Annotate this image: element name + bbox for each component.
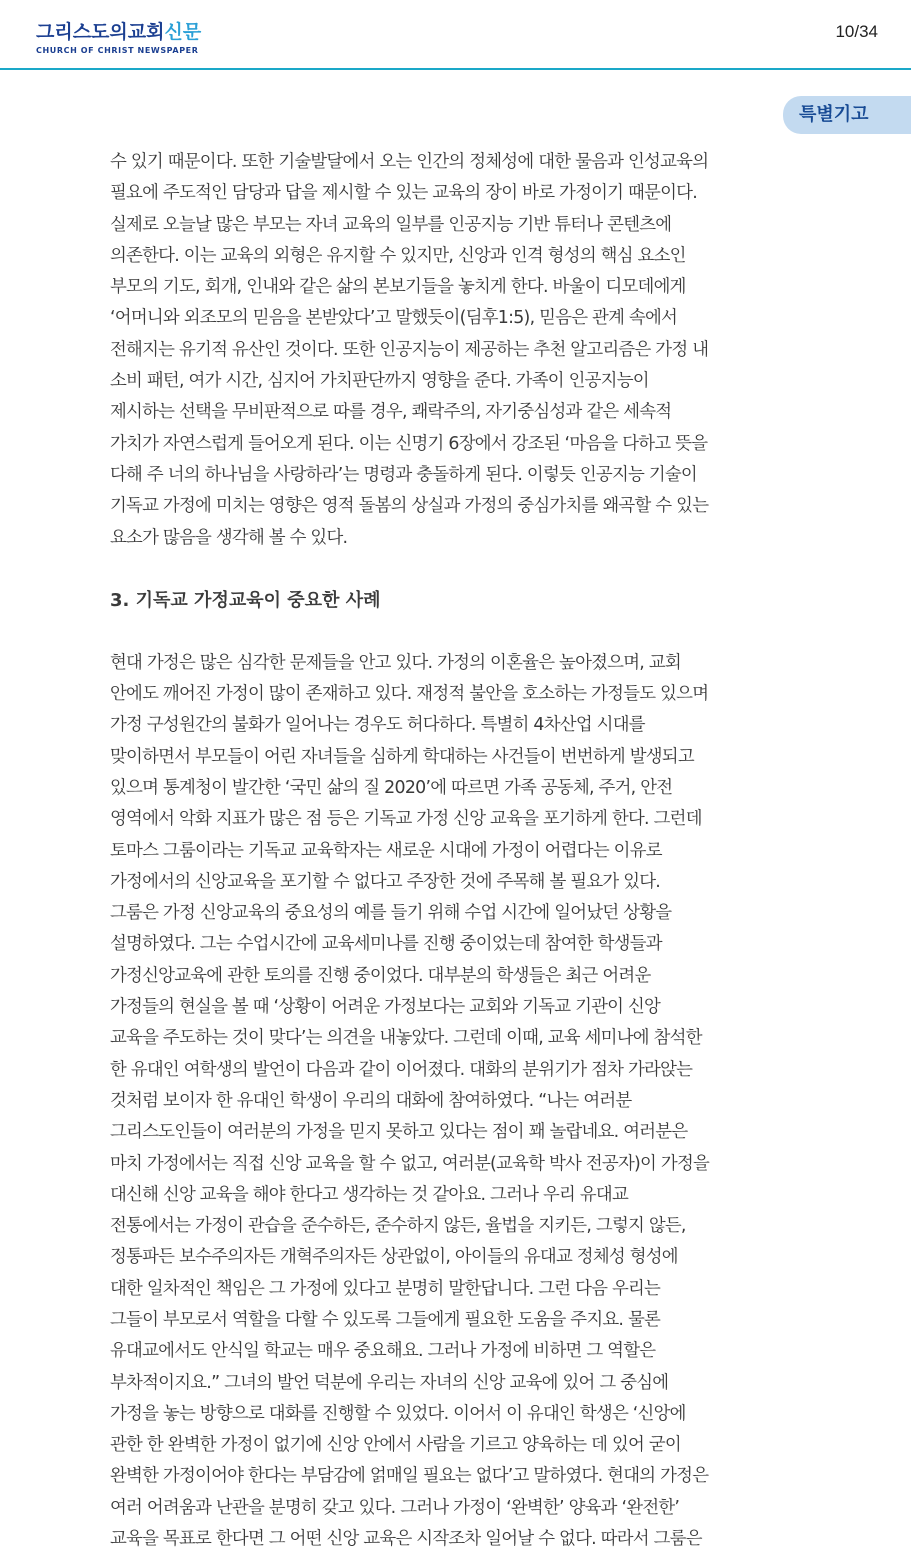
text-line: 수 있기 때문이다. 또한 기술발달에서 오는 인간의 정체성에 대한 물음과 인성교육의 — [110, 152, 709, 172]
section-tag: 특별기고 — [783, 96, 911, 134]
text-line: 완벽한 가정이어야 한다는 부담감에 얽매일 필요는 없다’고 말하였다. 현대의 가정은 — [110, 1466, 709, 1487]
text-line: 유대교에서도 안식일 학교는 매우 중요해요. 그러나 가정에 비하면 그 역할은 — [110, 1341, 656, 1362]
text-line: 제시하는 선택을 무비판적으로 따를 경우, 쾌락주의, 자기중심성과 같은 세속적 — [110, 402, 672, 423]
text-line: 것처럼 보이자 한 유대인 학생이 우리의 대화에 참여하였다. “나는 여러분 — [110, 1090, 632, 1111]
text-line: 실제로 오늘날 많은 부모는 자녀 교육의 일부를 인공지능 기반 튜터나 콘텐츠에 — [110, 214, 672, 235]
newspaper-subtitle: CHURCH OF CHRIST NEWSPAPER — [36, 46, 199, 55]
text-line: 대한 일차적인 책임은 그 가정에 있다고 분명히 말한답니다. 그런 다음 우리는 — [110, 1278, 661, 1299]
text-line: 대신해 신앙 교육을 해야 한다고 생각하는 것 같아요. 그러나 우리 유대교 — [110, 1184, 628, 1205]
text-line: 여러 어려움과 난관을 분명히 갖고 있다. 그러나 가정이 ‘완벽한’ 양육과 ‘완전한’ — [110, 1497, 680, 1518]
section-heading: 3. 기독교 가정교육이 중요한 사례 — [110, 590, 381, 612]
page-header — [0, 0, 911, 70]
text-line: 한 유대인 여학생의 발언이 다음과 같이 이어졌다. 대화의 분위기가 점차 가라앉는 — [110, 1059, 693, 1080]
text-line: 필요에 주도적인 담당과 답을 제시할 수 있는 교육의 장이 바로 가정이기 때문이다. — [110, 183, 697, 204]
text-line: 관한 한 완벽한 가정이 없기에 신앙 안에서 사람을 기르고 양육하는 데 있어 굳이 — [110, 1435, 681, 1456]
newspaper-logo — [36, 22, 201, 55]
text-line: 교육을 목표로 한다면 그 어떤 신앙 교육은 시작조차 일어날 수 없다. 따라서 그룸은 — [110, 1529, 702, 1550]
newspaper-title-accent: 신문 — [164, 21, 202, 43]
text-line: 그리스도인들이 여러분의 가정을 믿지 못하고 있다는 점이 꽤 놀랍네요. 여러분은 — [110, 1122, 688, 1143]
text-line: 토마스 그룸이라는 기독교 교육학자는 새로운 시대에 가정이 어렵다는 이유로 — [110, 840, 662, 861]
text-line: 요소가 많음을 생각해 볼 수 있다. — [110, 527, 348, 548]
text-line: ‘어머니와 외조모의 믿음을 본받았다’고 말했듯이(딤후1:5), 믿음은 관계 속에서 — [110, 308, 678, 329]
spacer — [110, 554, 815, 585]
paragraph-1 — [110, 147, 815, 554]
text-line: 전해지는 유기적 유산인 것이다. 또한 인공지능이 제공하는 추천 알고리즘은 가정 내 — [110, 339, 709, 360]
newspaper-title — [36, 22, 201, 42]
text-line: 정통파든 보수주의자든 개혁주의자든 상관없이, 아이들의 유대교 정체성 형성에 — [110, 1247, 678, 1268]
text-line: 안에도 깨어진 가정이 많이 존재하고 있다. 재정적 불안을 호소하는 가정들도 있으며 — [110, 684, 709, 705]
article-body — [110, 147, 815, 1555]
text-line: 소비 패턴, 여가 시간, 심지어 가치판단까지 영향을 준다. 가족이 인공지능이 — [110, 371, 649, 392]
newspaper-title-main: 그리스도의교회 — [36, 21, 165, 43]
text-line: 교육을 주도하는 것이 맞다’는 의견을 내놓았다. 그런데 이때, 교육 세미나에 참석한 — [110, 1028, 702, 1049]
spacer — [110, 616, 815, 647]
text-line: 다해 주 너의 하나님을 사랑하라’는 명령과 충돌하게 된다. 이렇듯 인공지능 기술이 — [110, 464, 697, 485]
text-line: 부차적이지요.” 그녀의 발언 덕분에 우리는 자녀의 신앙 교육에 있어 그 중심에 — [110, 1372, 669, 1393]
text-line: 그룸은 가정 신앙교육의 중요성의 예를 들기 위해 수업 시간에 일어났던 상황을 — [110, 903, 672, 924]
text-line: 부모의 기도, 회개, 인내와 같은 삶의 본보기들을 놓치게 한다. 바울이 디모데에게 — [110, 277, 686, 298]
text-line: 가정 구성원간의 불화가 일어나는 경우도 허다하다. 특별히 4차산업 시대를 — [110, 715, 645, 736]
text-line: 있으며 통계청이 발간한 ‘국민 삶의 질 2020’에 따르면 가족 공동체, 주거, 안전 — [110, 777, 673, 798]
text-line: 가치가 자연스럽게 들어오게 된다. 이는 신명기 6장에서 강조된 ‘마음을 다하고 뜻을 — [110, 433, 708, 454]
paragraph-2 — [110, 648, 815, 1556]
text-line: 기독교 가정에 미치는 영향은 영적 돌봄의 상실과 가정의 중심가치를 왜곡할 수 있는 — [110, 496, 709, 517]
text-line: 가정들의 현실을 볼 때 ‘상황이 어려운 가정보다는 교회와 기독교 기관이 신앙 — [110, 997, 661, 1018]
text-line: 의존한다. 이는 교육의 외형은 유지할 수 있지만, 신앙과 인격 형성의 핵심 요소인 — [110, 245, 686, 266]
text-line: 그들이 부모로서 역할을 다할 수 있도록 그들에게 필요한 도움을 주지요. 물론 — [110, 1309, 661, 1330]
text-line: 가정에서의 신앙교육을 포기할 수 없다고 주장한 것에 주목해 볼 필요가 있다. — [110, 871, 661, 892]
text-line: 맞이하면서 부모들이 어린 자녀들을 심하게 학대하는 사건들이 번번하게 발생되고 — [110, 746, 694, 767]
text-line: 현대 가정은 많은 심각한 문제들을 안고 있다. 가정의 이혼율은 높아졌으며, 교회 — [110, 652, 681, 673]
text-line: 가정신앙교육에 관한 토의를 진행 중이었다. 대부분의 학생들은 최근 어려운 — [110, 965, 651, 986]
page-number: 10/34 — [835, 22, 878, 41]
text-line: 영역에서 악화 지표가 많은 점 등은 기독교 가정 신앙 교육을 포기하게 한다. 그런데 — [110, 809, 702, 830]
text-line: 설명하였다. 그는 수업시간에 교육세미나를 진행 중이었는데 참여한 학생들과 — [110, 934, 662, 955]
text-line: 전통에서는 가정이 관습을 준수하든, 준수하지 않든, 율법을 지키든, 그렇지 않든, — [110, 1216, 686, 1237]
text-line: 가정을 놓는 방향으로 대화를 진행할 수 있었다. 이어서 이 유대인 학생은 ‘신앙에 — [110, 1403, 686, 1424]
text-line: 마치 가정에서는 직접 신앙 교육을 할 수 없고, 여러분(교육학 박사 전공자)이 가정을 — [110, 1153, 710, 1174]
